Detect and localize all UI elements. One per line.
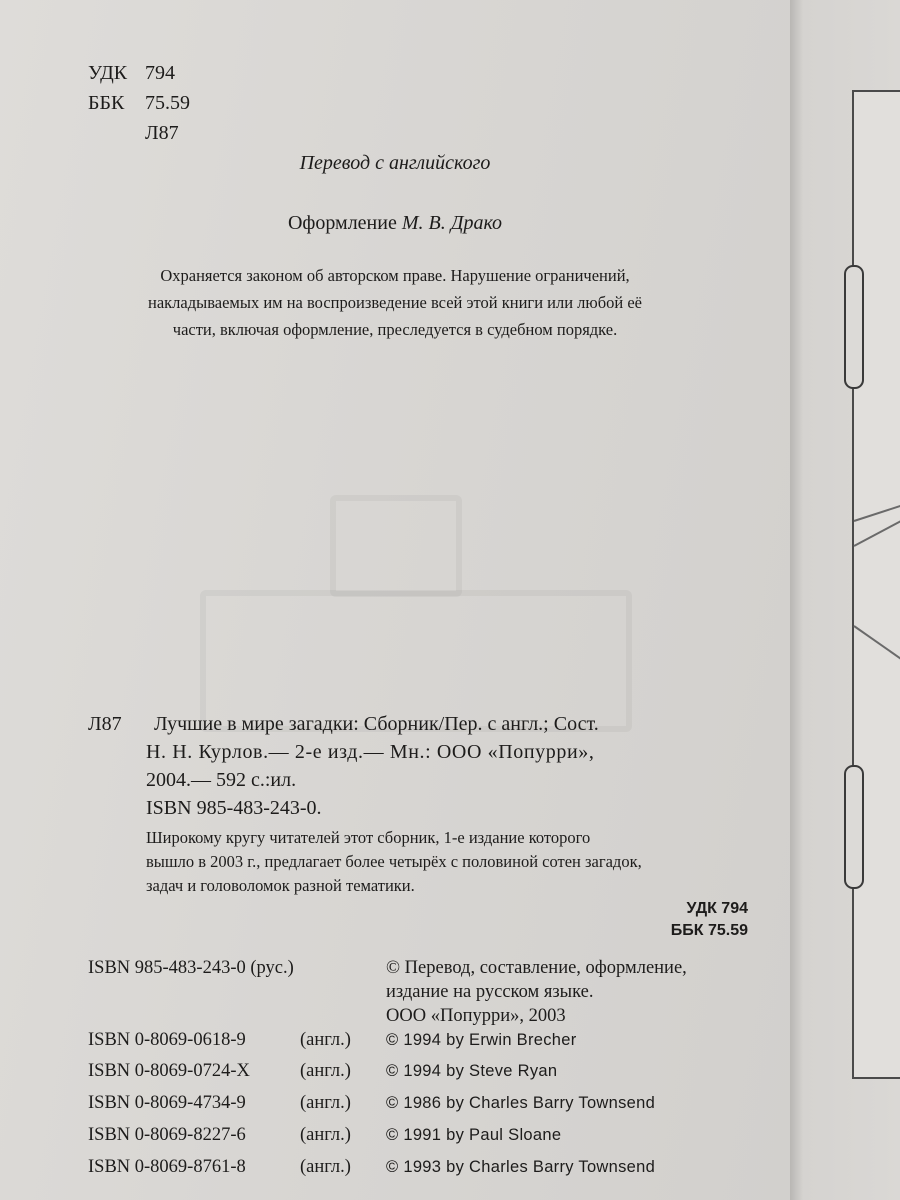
- show-through-emblem: [330, 495, 462, 597]
- udk-row: УДК 794: [88, 62, 175, 84]
- annotation: Широкому кругу читателей этот сборник, 1-е издание которого вышло в 2003 г., предлагает более четырёх с половиной сотен загадок, задач и головоломок разной тематики.: [146, 828, 642, 895]
- header-codes: [88, 58, 190, 148]
- isbn-row: ISBN 0-8069-4734-9 (англ.) © 1986 by Charles Barry Townsend: [88, 1093, 656, 1113]
- classification-codes: УДК 794 ББК 75.59: [670, 900, 748, 939]
- isbn-row: ISBN 0-8069-8227-6 (англ.) © 1991 by Paul Sloane: [88, 1125, 562, 1145]
- bibliographic-entry: Л87 Лучшие в мире загадки: Сборник/Пер. с англ.; Сост. Н. Н. Курлов.— 2-е изд.— Мн.: ООО «Попурри», 2004.— 592 с.:ил. ISBN 985-483-243-0.: [88, 710, 599, 822]
- adjacent-page-ornament: [844, 765, 864, 889]
- isbn-row: ISBN 0-8069-0724-X (англ.) © 1994 by Steve Ryan: [88, 1061, 558, 1081]
- design-credit: Оформление М. В. Драко: [287, 212, 503, 234]
- translation-note: Перевод с английского: [299, 152, 491, 174]
- isbn-row: ISBN 0-8069-0618-9 (англ.) © 1994 by Erwin Brecher: [88, 1030, 577, 1050]
- adjacent-page-ornament: [844, 265, 864, 389]
- copyright-notice: Охраняется законом об авторском праве. Нарушение ограничений, накладываемых им на воспроизведение всей этой книги или любой её части, включая оформление, преследуется в судебном порядке.: [148, 266, 642, 339]
- isbn-main: ISBN 985-483-243-0 (рус.) © Перевод, составление, оформление, издание на русском языке. ООО «Попурри», 2003: [88, 958, 687, 1026]
- entry-code: Л87: [88, 713, 122, 735]
- adjacent-page-frame: [852, 90, 900, 1079]
- isbn-row: ISBN 0-8069-8761-8 (англ.) © 1993 by Charles Barry Townsend: [88, 1157, 656, 1177]
- author-mark-row: Л87: [145, 122, 179, 144]
- adjacent-page: [790, 0, 900, 1200]
- bbk-row: ББК 75.59: [88, 92, 190, 114]
